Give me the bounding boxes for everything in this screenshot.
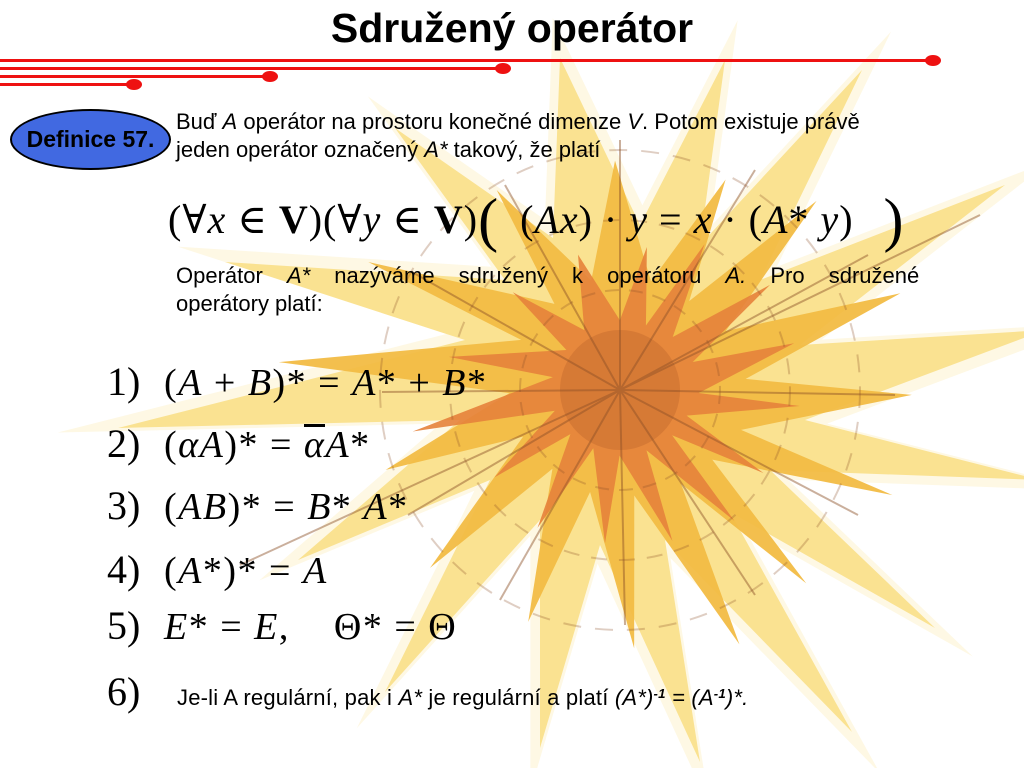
text-run: je regulární a platí <box>428 685 615 710</box>
text-run: jeden operátor označený <box>176 137 425 162</box>
text-run: A* <box>286 263 311 288</box>
red-divider-line <box>0 83 134 86</box>
math-token: A <box>325 424 351 466</box>
math-token: ) <box>853 187 904 253</box>
text-run: (A*) <box>614 685 654 710</box>
text-run: V <box>627 109 643 134</box>
math-token: Θ <box>428 606 458 648</box>
math-token: + <box>202 362 248 404</box>
superscript: -1 <box>653 685 666 701</box>
math-token: )* = <box>272 362 353 404</box>
math-token: B <box>442 362 467 404</box>
property-item-2 <box>107 420 371 467</box>
math-token: y <box>362 196 382 242</box>
red-divider-line <box>0 67 503 70</box>
property-item-5 <box>107 602 457 649</box>
math-token: V <box>278 196 309 242</box>
text-run: A <box>222 109 238 134</box>
math-token: y <box>820 196 840 242</box>
math-token: ∈ <box>381 196 434 242</box>
math-token: )* = <box>224 424 304 466</box>
text-run: = (A <box>665 685 714 710</box>
math-token: * <box>331 486 364 528</box>
math-token: * <box>350 424 371 466</box>
math-token: A <box>363 486 389 528</box>
math-token: ) · <box>578 196 630 242</box>
definition-line-1 <box>176 108 988 136</box>
math-token: * <box>467 362 488 404</box>
math-token: E <box>254 606 279 648</box>
property-formula <box>164 606 457 648</box>
property-formula <box>164 486 409 528</box>
math-token: = <box>648 196 694 242</box>
math-token: ) <box>463 196 479 242</box>
property-formula <box>164 424 371 466</box>
math-token: * <box>788 196 821 242</box>
definition-paragraph <box>176 108 988 164</box>
math-token: ∈ <box>226 196 279 242</box>
math-token: * <box>388 486 409 528</box>
math-token: (∀ <box>168 196 208 242</box>
note-line-1 <box>176 262 988 290</box>
math-token: E <box>164 606 189 648</box>
property-item-1 <box>107 358 488 405</box>
math-token: * = <box>188 606 255 648</box>
property-item-4 <box>107 546 328 593</box>
property-number: 5) <box>107 603 141 648</box>
math-token: , <box>278 606 334 648</box>
math-token: )* = <box>227 486 308 528</box>
math-token: A <box>762 196 789 242</box>
math-token: ( <box>498 196 535 242</box>
math-token-overline: α <box>303 424 326 466</box>
red-line-dot <box>495 63 511 74</box>
red-line-dot <box>925 55 941 66</box>
definition-badge <box>10 109 171 170</box>
math-token: ( <box>164 486 179 528</box>
math-token: )(∀ <box>308 196 363 242</box>
red-line-dot <box>126 79 142 90</box>
red-divider-line <box>0 75 270 78</box>
math-token: y <box>629 196 649 242</box>
property-item-3 <box>107 482 409 529</box>
property-number: 4) <box>107 547 141 592</box>
math-token: B <box>307 486 332 528</box>
text-run: Je-li A regulární, pak i <box>177 685 399 710</box>
text-run: A* <box>398 685 429 710</box>
text-run: A* <box>424 137 454 162</box>
math-token: ( <box>164 362 179 404</box>
slide-title: Sdružený operátor <box>330 5 694 51</box>
math-token: *)* = <box>202 550 303 592</box>
property-number: 2) <box>107 421 141 466</box>
property-formula <box>164 362 488 404</box>
text-run: )*. <box>725 685 749 710</box>
math-token: Ax <box>534 196 579 242</box>
definition-badge-label: Definice 57. <box>26 126 155 152</box>
text-run: Pro sdružené <box>746 263 920 288</box>
text-run: takový, že platí <box>453 137 601 162</box>
math-token: AB <box>178 486 228 528</box>
math-token: Θ <box>333 606 363 648</box>
adjoint-definition-formula <box>168 186 904 255</box>
text-run: operátor na prostoru konečné dimenze <box>237 109 628 134</box>
property-text <box>177 685 749 710</box>
red-line-dot <box>262 71 278 82</box>
property-item-6 <box>107 668 749 715</box>
definition-line-2 <box>176 136 988 164</box>
text-run: . Potom existuje právě <box>642 109 860 134</box>
math-token: x <box>207 196 227 242</box>
text-run: A. <box>725 263 747 288</box>
math-token: ( <box>164 550 179 592</box>
property-number: 6) <box>107 669 141 714</box>
note-paragraph <box>176 262 988 318</box>
math-token: B <box>247 362 273 404</box>
text-run: nazýváme sdružený k operátoru <box>310 263 726 288</box>
math-token: A <box>178 362 203 404</box>
math-token: ( <box>478 187 499 253</box>
text-run: Operátor <box>176 263 287 288</box>
math-token: * + <box>376 362 443 404</box>
math-token: x <box>693 196 713 242</box>
red-divider-line <box>0 59 933 62</box>
property-number: 1) <box>107 359 141 404</box>
math-token: ( <box>164 424 179 466</box>
math-token: · ( <box>712 196 763 242</box>
math-token: ) <box>839 196 854 242</box>
note-line-2: operátory platí: <box>176 291 323 316</box>
property-number: 3) <box>107 483 141 528</box>
math-token: * = <box>362 606 429 648</box>
math-token: V <box>433 196 464 242</box>
text-run: Buď <box>176 109 223 134</box>
math-token: A <box>178 550 203 592</box>
math-token: A <box>352 362 377 404</box>
superscript: -1 <box>713 685 726 701</box>
property-formula <box>164 550 328 592</box>
math-token: αA <box>178 424 225 466</box>
math-token: A <box>302 550 328 592</box>
